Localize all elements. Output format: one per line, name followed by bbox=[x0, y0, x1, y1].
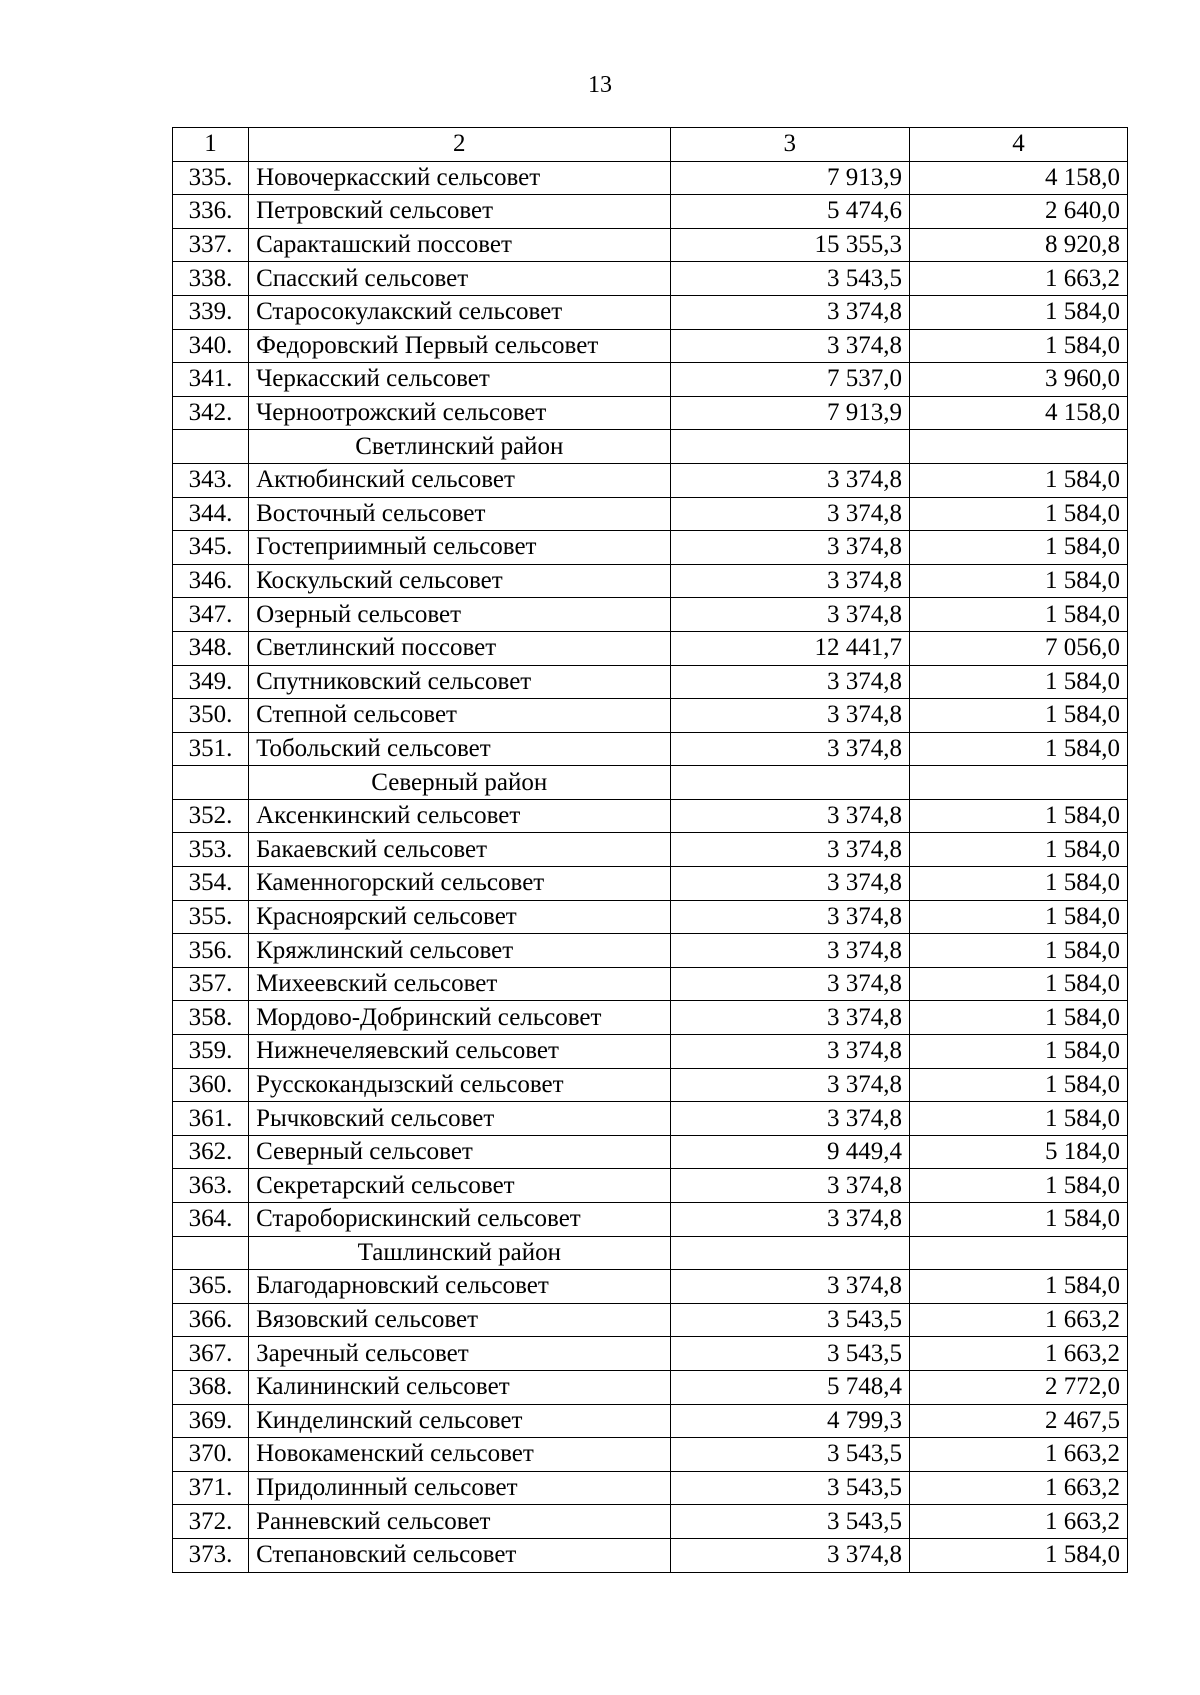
table-row bbox=[173, 531, 1128, 565]
row-name: Озерный сельсовет bbox=[249, 598, 670, 632]
row-name: Бакаевский сельсовет bbox=[249, 833, 670, 867]
row-number: 366. bbox=[173, 1303, 249, 1337]
row-value-col4: 1 663,2 bbox=[910, 1303, 1128, 1337]
row-number: 345. bbox=[173, 531, 249, 565]
row-value-col4: 1 584,0 bbox=[910, 799, 1128, 833]
row-value-col3: 3 374,8 bbox=[670, 1001, 910, 1035]
data-table bbox=[172, 127, 1128, 1573]
row-value-col3: 3 374,8 bbox=[670, 867, 910, 901]
row-number: 344. bbox=[173, 497, 249, 531]
header-cell-3: 3 bbox=[670, 128, 910, 162]
table-row bbox=[173, 329, 1128, 363]
row-value-col3: 3 374,8 bbox=[670, 497, 910, 531]
row-value-col4: 1 584,0 bbox=[910, 867, 1128, 901]
section-title: Ташлинский район bbox=[249, 1236, 670, 1270]
table-row bbox=[173, 161, 1128, 195]
table-row bbox=[173, 867, 1128, 901]
table-row bbox=[173, 699, 1128, 733]
row-value-col4: 1 584,0 bbox=[910, 1068, 1128, 1102]
row-number: 373. bbox=[173, 1538, 249, 1572]
table-row bbox=[173, 598, 1128, 632]
row-name: Спутниковский сельсовет bbox=[249, 665, 670, 699]
table-row bbox=[173, 1035, 1128, 1069]
row-number: 351. bbox=[173, 732, 249, 766]
row-name: Федоровский Первый сельсовет bbox=[249, 329, 670, 363]
row-value-col3: 3 374,8 bbox=[670, 1068, 910, 1102]
row-value-col4: 1 584,0 bbox=[910, 1203, 1128, 1237]
row-number: 371. bbox=[173, 1471, 249, 1505]
row-name: Степановский сельсовет bbox=[249, 1538, 670, 1572]
row-value-col4: 1 584,0 bbox=[910, 967, 1128, 1001]
table-row bbox=[173, 1404, 1128, 1438]
row-name: Тобольский сельсовет bbox=[249, 732, 670, 766]
row-value-col4: 1 663,2 bbox=[910, 262, 1128, 296]
row-number: 342. bbox=[173, 396, 249, 430]
table-row bbox=[173, 1203, 1128, 1237]
table-row bbox=[173, 497, 1128, 531]
row-value-col4: 8 920,8 bbox=[910, 228, 1128, 262]
row-value-col3: 3 374,8 bbox=[670, 1203, 910, 1237]
table-row bbox=[173, 396, 1128, 430]
row-number: 355. bbox=[173, 900, 249, 934]
row-number: 348. bbox=[173, 631, 249, 665]
row-value-col3: 3 374,8 bbox=[670, 329, 910, 363]
table-row bbox=[173, 1001, 1128, 1035]
section-row bbox=[173, 1236, 1128, 1270]
row-number: 372. bbox=[173, 1505, 249, 1539]
row-name: Северный сельсовет bbox=[249, 1135, 670, 1169]
row-name: Черкасский сельсовет bbox=[249, 363, 670, 397]
row-value-col4: 1 584,0 bbox=[910, 1169, 1128, 1203]
section-empty-cell bbox=[910, 1236, 1128, 1270]
row-value-col4: 1 584,0 bbox=[910, 1270, 1128, 1304]
row-number: 363. bbox=[173, 1169, 249, 1203]
section-empty-cell bbox=[670, 430, 910, 464]
header-cell-2: 2 bbox=[249, 128, 670, 162]
row-name: Красноярский сельсовет bbox=[249, 900, 670, 934]
row-value-col3: 3 374,8 bbox=[670, 665, 910, 699]
table-row bbox=[173, 295, 1128, 329]
row-value-col3: 5 748,4 bbox=[670, 1370, 910, 1404]
row-name: Придолинный сельсовет bbox=[249, 1471, 670, 1505]
section-empty-cell bbox=[670, 766, 910, 800]
row-name: Новочеркасский сельсовет bbox=[249, 161, 670, 195]
row-name: Спасский сельсовет bbox=[249, 262, 670, 296]
row-name: Кинделинский сельсовет bbox=[249, 1404, 670, 1438]
row-value-col4: 1 584,0 bbox=[910, 699, 1128, 733]
row-value-col3: 3 374,8 bbox=[670, 295, 910, 329]
row-name: Черноотрожский сельсовет bbox=[249, 396, 670, 430]
row-name: Вязовский сельсовет bbox=[249, 1303, 670, 1337]
row-value-col3: 7 913,9 bbox=[670, 396, 910, 430]
row-value-col4: 1 584,0 bbox=[910, 1102, 1128, 1136]
table-row bbox=[173, 363, 1128, 397]
row-value-col4: 2 772,0 bbox=[910, 1370, 1128, 1404]
row-value-col4: 4 158,0 bbox=[910, 396, 1128, 430]
row-number: 368. bbox=[173, 1370, 249, 1404]
row-name: Новокаменский сельсовет bbox=[249, 1438, 670, 1472]
row-value-col3: 7 537,0 bbox=[670, 363, 910, 397]
section-num-cell bbox=[173, 1236, 249, 1270]
row-value-col4: 1 584,0 bbox=[910, 295, 1128, 329]
row-value-col3: 12 441,7 bbox=[670, 631, 910, 665]
table-row bbox=[173, 799, 1128, 833]
row-name: Коскульский сельсовет bbox=[249, 564, 670, 598]
row-name: Старосокулакский сельсовет bbox=[249, 295, 670, 329]
table-body bbox=[173, 128, 1128, 1573]
row-value-col4: 1 663,2 bbox=[910, 1505, 1128, 1539]
row-name: Восточный сельсовет bbox=[249, 497, 670, 531]
row-value-col4: 4 158,0 bbox=[910, 161, 1128, 195]
row-value-col4: 1 584,0 bbox=[910, 531, 1128, 565]
row-number: 337. bbox=[173, 228, 249, 262]
section-title: Северный район bbox=[249, 766, 670, 800]
table-row bbox=[173, 833, 1128, 867]
row-number: 340. bbox=[173, 329, 249, 363]
row-value-col4: 7 056,0 bbox=[910, 631, 1128, 665]
row-value-col3: 3 374,8 bbox=[670, 900, 910, 934]
row-value-col3: 3 374,8 bbox=[670, 799, 910, 833]
row-value-col3: 3 374,8 bbox=[670, 833, 910, 867]
row-value-col3: 3 543,5 bbox=[670, 262, 910, 296]
row-value-col3: 3 543,5 bbox=[670, 1303, 910, 1337]
row-value-col3: 3 374,8 bbox=[670, 1169, 910, 1203]
row-number: 359. bbox=[173, 1035, 249, 1069]
row-value-col4: 1 584,0 bbox=[910, 934, 1128, 968]
row-number: 357. bbox=[173, 967, 249, 1001]
table-row bbox=[173, 1303, 1128, 1337]
row-value-col3: 3 374,8 bbox=[670, 967, 910, 1001]
table-row bbox=[173, 1270, 1128, 1304]
row-number: 350. bbox=[173, 699, 249, 733]
row-value-col3: 4 799,3 bbox=[670, 1404, 910, 1438]
row-number: 364. bbox=[173, 1203, 249, 1237]
row-value-col3: 3 374,8 bbox=[670, 1035, 910, 1069]
row-value-col3: 5 474,6 bbox=[670, 195, 910, 229]
row-number: 335. bbox=[173, 161, 249, 195]
row-number: 347. bbox=[173, 598, 249, 632]
section-empty-cell bbox=[910, 430, 1128, 464]
table-row bbox=[173, 1505, 1128, 1539]
row-value-col3: 3 374,8 bbox=[670, 463, 910, 497]
section-row bbox=[173, 430, 1128, 464]
row-number: 362. bbox=[173, 1135, 249, 1169]
header-row bbox=[173, 128, 1128, 162]
row-name: Аксенкинский сельсовет bbox=[249, 799, 670, 833]
row-value-col4: 1 584,0 bbox=[910, 732, 1128, 766]
row-number: 358. bbox=[173, 1001, 249, 1035]
row-value-col3: 3 374,8 bbox=[670, 1102, 910, 1136]
row-name: Заречный сельсовет bbox=[249, 1337, 670, 1371]
row-value-col3: 3 543,5 bbox=[670, 1471, 910, 1505]
row-number: 360. bbox=[173, 1068, 249, 1102]
row-value-col3: 3 374,8 bbox=[670, 1270, 910, 1304]
table-row bbox=[173, 262, 1128, 296]
row-number: 341. bbox=[173, 363, 249, 397]
row-value-col3: 3 374,8 bbox=[670, 732, 910, 766]
table-row bbox=[173, 732, 1128, 766]
row-value-col3: 3 374,8 bbox=[670, 531, 910, 565]
section-row bbox=[173, 766, 1128, 800]
row-name: Мордово-Добринский сельсовет bbox=[249, 1001, 670, 1035]
row-value-col3: 7 913,9 bbox=[670, 161, 910, 195]
row-value-col4: 1 584,0 bbox=[910, 598, 1128, 632]
row-name: Нижнечеляевский сельсовет bbox=[249, 1035, 670, 1069]
table-row bbox=[173, 1471, 1128, 1505]
row-name: Ранневский сельсовет bbox=[249, 1505, 670, 1539]
header-cell-1: 1 bbox=[173, 128, 249, 162]
table-row bbox=[173, 228, 1128, 262]
section-title: Светлинский район bbox=[249, 430, 670, 464]
row-value-col4: 1 584,0 bbox=[910, 1035, 1128, 1069]
row-name: Калининский сельсовет bbox=[249, 1370, 670, 1404]
row-value-col4: 2 640,0 bbox=[910, 195, 1128, 229]
row-number: 336. bbox=[173, 195, 249, 229]
row-number: 356. bbox=[173, 934, 249, 968]
table-row bbox=[173, 967, 1128, 1001]
row-value-col4: 5 184,0 bbox=[910, 1135, 1128, 1169]
table-row bbox=[173, 1169, 1128, 1203]
row-name: Михеевский сельсовет bbox=[249, 967, 670, 1001]
row-name: Каменногорский сельсовет bbox=[249, 867, 670, 901]
row-value-col4: 1 584,0 bbox=[910, 665, 1128, 699]
row-name: Светлинский поссовет bbox=[249, 631, 670, 665]
row-value-col4: 3 960,0 bbox=[910, 363, 1128, 397]
table-row bbox=[173, 665, 1128, 699]
table-row bbox=[173, 564, 1128, 598]
row-value-col4: 1 584,0 bbox=[910, 833, 1128, 867]
row-value-col4: 2 467,5 bbox=[910, 1404, 1128, 1438]
row-name: Петровский сельсовет bbox=[249, 195, 670, 229]
row-value-col4: 1 584,0 bbox=[910, 1001, 1128, 1035]
row-number: 361. bbox=[173, 1102, 249, 1136]
row-value-col4: 1 584,0 bbox=[910, 497, 1128, 531]
table-row bbox=[173, 1538, 1128, 1572]
row-value-col4: 1 584,0 bbox=[910, 900, 1128, 934]
header-cell-4: 4 bbox=[910, 128, 1128, 162]
row-name: Саракташский поссовет bbox=[249, 228, 670, 262]
row-value-col4: 1 663,2 bbox=[910, 1438, 1128, 1472]
row-name: Благодарновский сельсовет bbox=[249, 1270, 670, 1304]
row-value-col4: 1 584,0 bbox=[910, 463, 1128, 497]
row-number: 367. bbox=[173, 1337, 249, 1371]
row-name: Актюбинский сельсовет bbox=[249, 463, 670, 497]
table-row bbox=[173, 1337, 1128, 1371]
row-name: Секретарский сельсовет bbox=[249, 1169, 670, 1203]
row-value-col4: 1 663,2 bbox=[910, 1471, 1128, 1505]
table-row bbox=[173, 195, 1128, 229]
row-value-col3: 3 543,5 bbox=[670, 1438, 910, 1472]
table-row bbox=[173, 1135, 1128, 1169]
row-name: Рычковский сельсовет bbox=[249, 1102, 670, 1136]
section-num-cell bbox=[173, 430, 249, 464]
row-number: 349. bbox=[173, 665, 249, 699]
row-value-col4: 1 584,0 bbox=[910, 564, 1128, 598]
row-name: Кряжлинский сельсовет bbox=[249, 934, 670, 968]
section-empty-cell bbox=[670, 1236, 910, 1270]
row-name: Гостеприимный сельсовет bbox=[249, 531, 670, 565]
row-value-col3: 3 374,8 bbox=[670, 934, 910, 968]
table-row bbox=[173, 1102, 1128, 1136]
row-value-col3: 3 543,5 bbox=[670, 1505, 910, 1539]
row-number: 338. bbox=[173, 262, 249, 296]
table-row bbox=[173, 1370, 1128, 1404]
row-number: 343. bbox=[173, 463, 249, 497]
row-value-col3: 15 355,3 bbox=[670, 228, 910, 262]
row-name: Староборискинский сельсовет bbox=[249, 1203, 670, 1237]
row-value-col3: 3 374,8 bbox=[670, 598, 910, 632]
section-num-cell bbox=[173, 766, 249, 800]
row-name: Степной сельсовет bbox=[249, 699, 670, 733]
row-number: 369. bbox=[173, 1404, 249, 1438]
table-row bbox=[173, 1068, 1128, 1102]
table-row bbox=[173, 463, 1128, 497]
table-row bbox=[173, 631, 1128, 665]
table-row bbox=[173, 900, 1128, 934]
row-number: 354. bbox=[173, 867, 249, 901]
row-value-col3: 3 374,8 bbox=[670, 699, 910, 733]
section-empty-cell bbox=[910, 766, 1128, 800]
page-number: 13 bbox=[588, 72, 612, 98]
row-value-col3: 9 449,4 bbox=[670, 1135, 910, 1169]
row-value-col3: 3 374,8 bbox=[670, 564, 910, 598]
row-value-col4: 1 663,2 bbox=[910, 1337, 1128, 1371]
row-number: 365. bbox=[173, 1270, 249, 1304]
row-value-col4: 1 584,0 bbox=[910, 329, 1128, 363]
row-number: 346. bbox=[173, 564, 249, 598]
table-row bbox=[173, 1438, 1128, 1472]
row-value-col4: 1 584,0 bbox=[910, 1538, 1128, 1572]
row-number: 352. bbox=[173, 799, 249, 833]
row-name: Русскокандызский сельсовет bbox=[249, 1068, 670, 1102]
row-number: 353. bbox=[173, 833, 249, 867]
row-number: 339. bbox=[173, 295, 249, 329]
row-value-col3: 3 543,5 bbox=[670, 1337, 910, 1371]
table-row bbox=[173, 934, 1128, 968]
row-value-col3: 3 374,8 bbox=[670, 1538, 910, 1572]
row-number: 370. bbox=[173, 1438, 249, 1472]
